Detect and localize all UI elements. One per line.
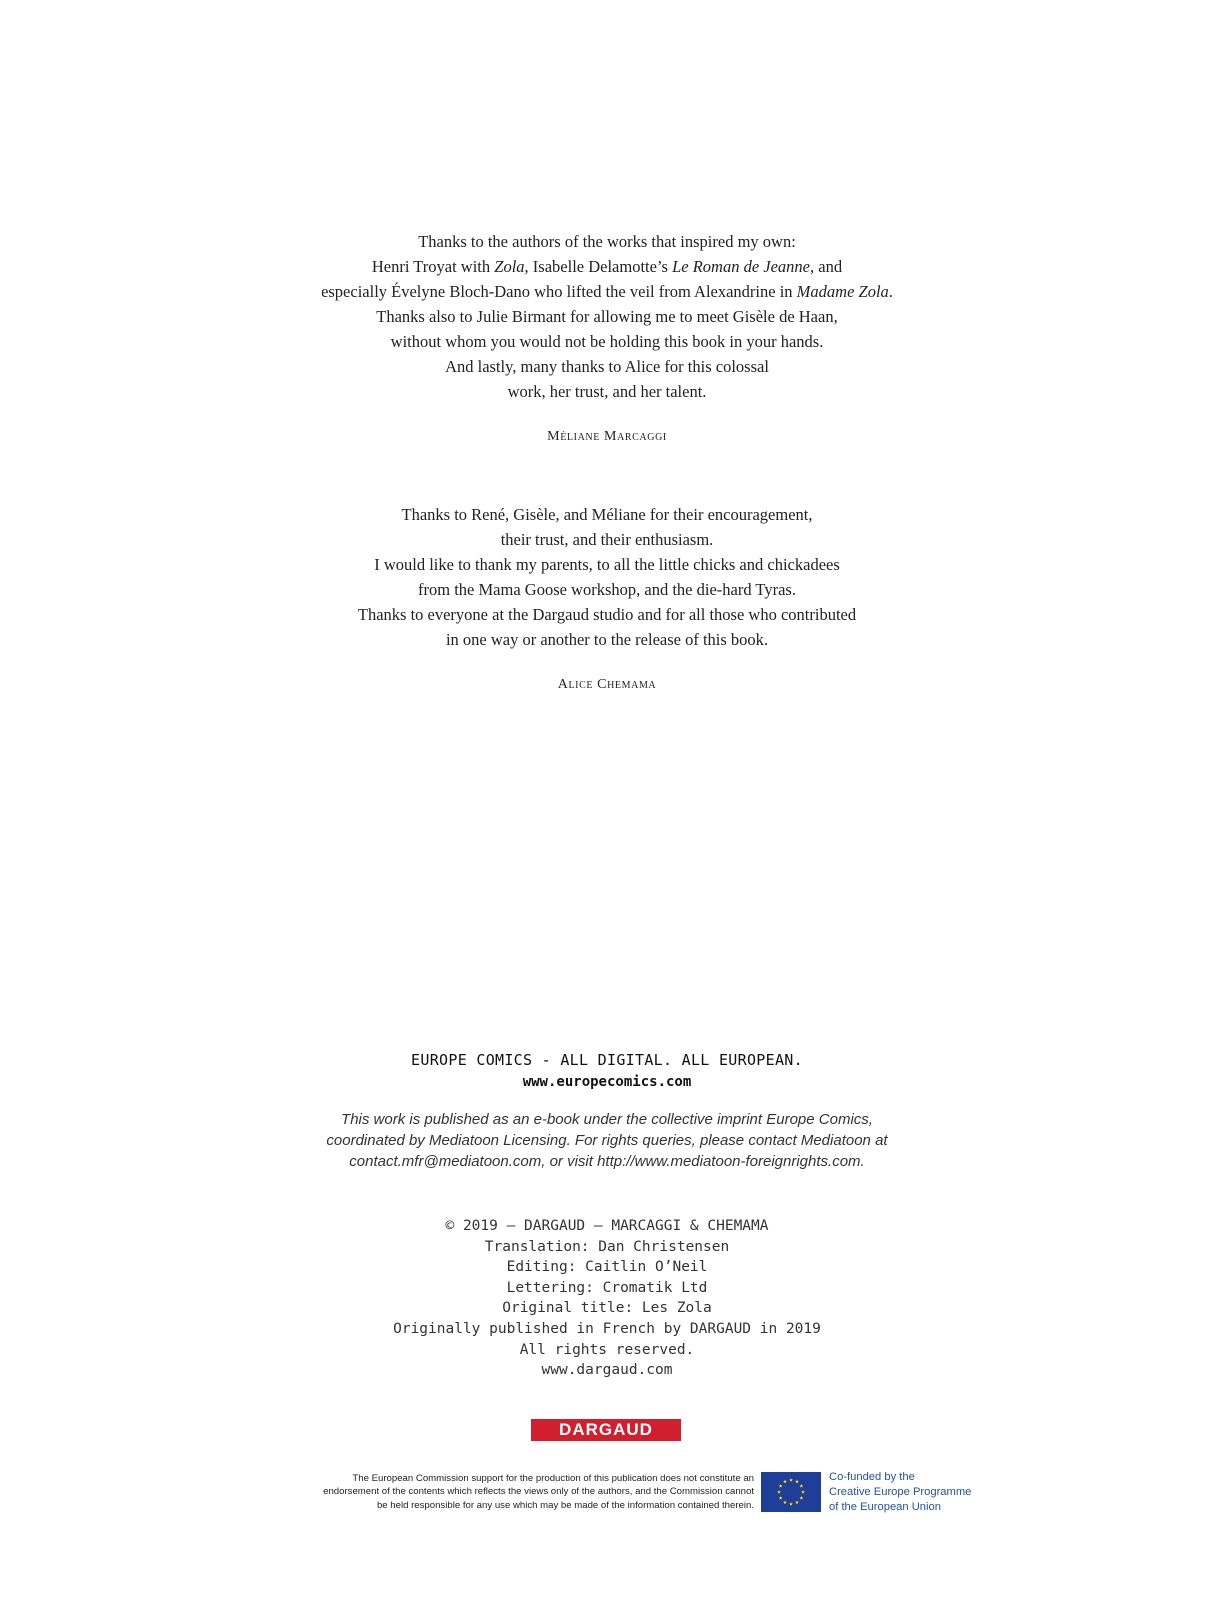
- dargaud-logo-text: DARGAUD: [559, 1420, 653, 1439]
- ack-line: Thanks to René, Gisèle, and Méliane for their encouragement,: [401, 505, 813, 524]
- europe-comics-headline: EUROPE COMICS - ALL DIGITAL. ALL EUROPEAN.: [411, 1051, 803, 1069]
- ack-line: Thanks to the authors of the works that inspired my own:: [418, 232, 796, 251]
- dargaud-website-link[interactable]: www.dargaud.com: [541, 1362, 673, 1379]
- eu-star-icon: [777, 1490, 781, 1494]
- translation-credit: Translation: Dan Christensen: [484, 1238, 730, 1255]
- credits-block: [0, 1216, 1214, 1381]
- ack-text: especially Évelyne Bloch-Dano who lifted the veil from Alexandrine in: [321, 282, 797, 301]
- book-title: Le Roman de Jeanne: [672, 257, 811, 276]
- ack-line: in one way or another to the release of this book.: [445, 630, 769, 649]
- ack-text: , Isabelle Delamotte’s: [524, 257, 673, 276]
- ack-line: without whom you would not be holding this book in your hands.: [390, 332, 824, 351]
- ack-text: .: [888, 282, 893, 301]
- copyright-line: © 2019 – DARGAUD – MARCAGGI & CHEMAMA: [445, 1218, 769, 1234]
- eu-star-icon: [799, 1496, 803, 1500]
- eu-star-icon: [779, 1484, 783, 1488]
- eu-disclaimer: [194, 1472, 754, 1512]
- disclaimer-line: be held responsible for any use which may be made of the information contained therein.: [376, 1499, 754, 1511]
- book-title: Zola: [494, 257, 525, 276]
- book-title: Madame Zola: [796, 282, 889, 301]
- ack-line: Thanks also to Julie Birmant for allowing me to meet Gisèle de Haan,: [376, 307, 838, 326]
- europe-comics-block: [0, 1049, 1214, 1093]
- eu-flag-stars: [761, 1472, 821, 1512]
- imprint-notice: [0, 1109, 1214, 1172]
- dargaud-logo: [531, 1419, 681, 1441]
- ack-text: Henri Troyat with: [371, 257, 495, 276]
- lettering-credit: Lettering: Cromatik Ltd: [506, 1279, 708, 1296]
- eu-star-icon: [799, 1484, 803, 1488]
- original-title: Original title: Les Zola: [502, 1300, 712, 1317]
- artist-signature: Alice Chemama: [557, 677, 657, 692]
- ack-line: And lastly, many thanks to Alice for this colossal: [445, 357, 769, 376]
- imprint-line: coordinated by Mediatoon Licensing. For rights queries, please contact Mediatoon at: [326, 1132, 888, 1149]
- disclaimer-line: The European Commission support for the production of this publication does not constitute an: [352, 1473, 754, 1484]
- eu-star-icon: [779, 1496, 783, 1500]
- ack-line: work, her trust, and her talent.: [507, 382, 707, 401]
- eu-star-icon: [783, 1480, 787, 1484]
- imprint-line: contact.mfr@mediatoon.com, or visit http://www.mediatoon-foreignrights.com.: [349, 1153, 865, 1170]
- author-signature: Méliane Marcaggi: [547, 429, 667, 444]
- cofund-line: of the European Union: [829, 1501, 941, 1513]
- europe-comics-link[interactable]: www.europecomics.com: [522, 1074, 692, 1090]
- ack-line: from the Mama Goose workshop, and the die-hard Tyras.: [418, 580, 796, 599]
- ack-line: [0, 254, 1214, 279]
- rights-notice: All rights reserved.: [519, 1341, 695, 1358]
- eu-star-icon: [795, 1500, 799, 1504]
- ack-line: [0, 279, 1214, 304]
- imprint-line: This work is published as an e-book under the collective imprint Europe Comics,: [341, 1111, 873, 1128]
- eu-star-icon: [783, 1500, 787, 1504]
- disclaimer-line: endorsement of the contents which reflects the views only of the authors, and the Commission cannot: [323, 1486, 754, 1498]
- ack-line: their trust, and their enthusiasm.: [500, 530, 714, 549]
- eu-flag-icon: [761, 1472, 821, 1512]
- ack-text: , and: [810, 257, 843, 276]
- ack-line: Thanks to everyone at the Dargaud studio and for all those who contributed: [357, 605, 857, 624]
- cofund-line: Co-funded by the: [829, 1471, 915, 1483]
- ack-line: I would like to thank my parents, to all the little chicks and chickadees: [374, 555, 840, 574]
- eu-star-icon: [801, 1490, 805, 1494]
- original-publication: Originally published in French by DARGAUD in 2019: [393, 1320, 821, 1337]
- eu-star-icon: [789, 1502, 793, 1506]
- eu-star-icon: [789, 1478, 793, 1482]
- acknowledgements-artist: [0, 502, 1214, 693]
- eu-star-icon: [795, 1480, 799, 1484]
- eu-cofunding: [829, 1470, 971, 1515]
- editing-credit: Editing: Caitlin O’Neil: [506, 1259, 708, 1276]
- acknowledgements-author: [0, 229, 1214, 445]
- cofund-line: Creative Europe Programme: [829, 1486, 972, 1498]
